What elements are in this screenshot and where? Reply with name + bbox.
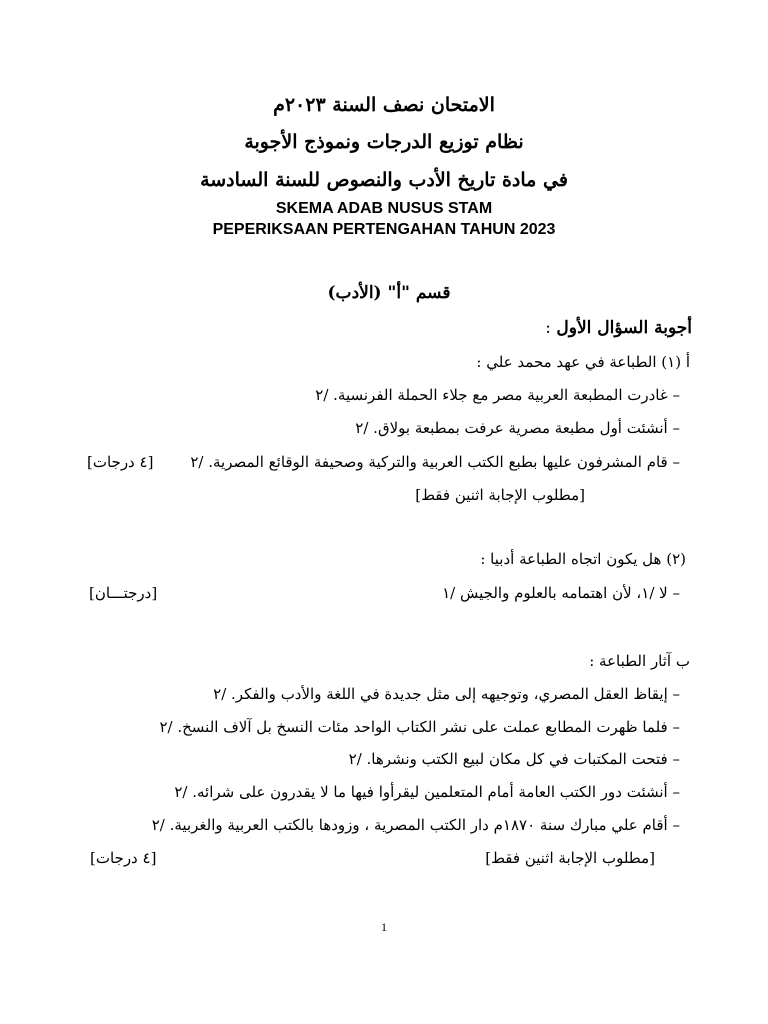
- part-a-sub2-marks: [درجتـــان]: [89, 584, 158, 602]
- page-number: 1: [381, 920, 387, 934]
- part-a-sub2-answer: – لا /١، لأن اهتمامه بالعلوم والجيش /١: [442, 584, 680, 602]
- part-a-item-1: – غادرت المطبعة العربية مصر مع جلاء الحملة الفرنسية. /٢: [315, 386, 680, 404]
- section-title: قسم "أ" (الأدب): [327, 283, 451, 303]
- part-a-sub1-heading: أ (١) الطباعة في عهد محمد علي :: [476, 353, 690, 371]
- scheme-title: نظام توزيع الدرجات ونموذج الأجوبة: [244, 131, 524, 153]
- part-b-item-2: – فلما ظهرت المطابع عملت على نشر الكتاب الواحد مئات النسخ بل آلاف النسخ. /٢: [159, 718, 680, 736]
- part-b-note: [مطلوب الإجابة اثنين فقط]: [485, 849, 655, 867]
- english-title-2: PEPERIKSAAN PERTENGAHAN TAHUN 2023: [212, 221, 556, 238]
- part-a-item-3: – قام المشرفون عليها بطبع الكتب العربية والتركية وصحيفة الوقائع المصرية. /٢: [190, 453, 680, 471]
- part-a-note: [مطلوب الإجابة اثنين فقط]: [415, 486, 585, 504]
- part-b-item-4: – أنشئت دور الكتب العامة أمام المتعلمين ليقرأوا فيها ما لا يقدرون على شرائه. /٢: [174, 783, 680, 801]
- question-heading: [545, 320, 692, 337]
- part-b-heading: ب آثار الطباعة :: [589, 652, 690, 670]
- subject-title: في مادة تاريخ الأدب والنصوص للسنة السادسة: [200, 169, 568, 191]
- exam-title: الامتحان نصف السنة ٢٠٢٣م: [273, 94, 495, 116]
- question-heading-label: أجوبة السؤال الأول: [556, 318, 692, 338]
- part-b-item-5: – أقام علي مبارك سنة ١٨٧٠م دار الكتب المصرية ، وزودها بالكتب العربية والغربية. /٢: [151, 816, 680, 834]
- part-a-marks: [٤ درجات]: [87, 453, 154, 471]
- part-a-item-2: – أنشئت أول مطبعة مصرية عرفت بمطبعة بولاق. /٢: [355, 419, 680, 437]
- part-b-item-1: – إيقاظ العقل المصري، وتوجيهه إلى مثل جديدة في اللغة والأدب والفكر. /٢: [213, 685, 680, 703]
- question-heading-colon: :: [545, 318, 557, 338]
- part-a-sub2-heading: (٢) هل يكون اتجاه الطباعة أدبيا :: [480, 550, 686, 568]
- english-title-1: SKEMA ADAB NUSUS STAM: [275, 200, 493, 217]
- part-b-item-3: – فتحت المكتبات في كل مكان لبيع الكتب ونشرها. /٢: [348, 750, 680, 768]
- part-b-marks: [٤ درجات]: [90, 849, 157, 867]
